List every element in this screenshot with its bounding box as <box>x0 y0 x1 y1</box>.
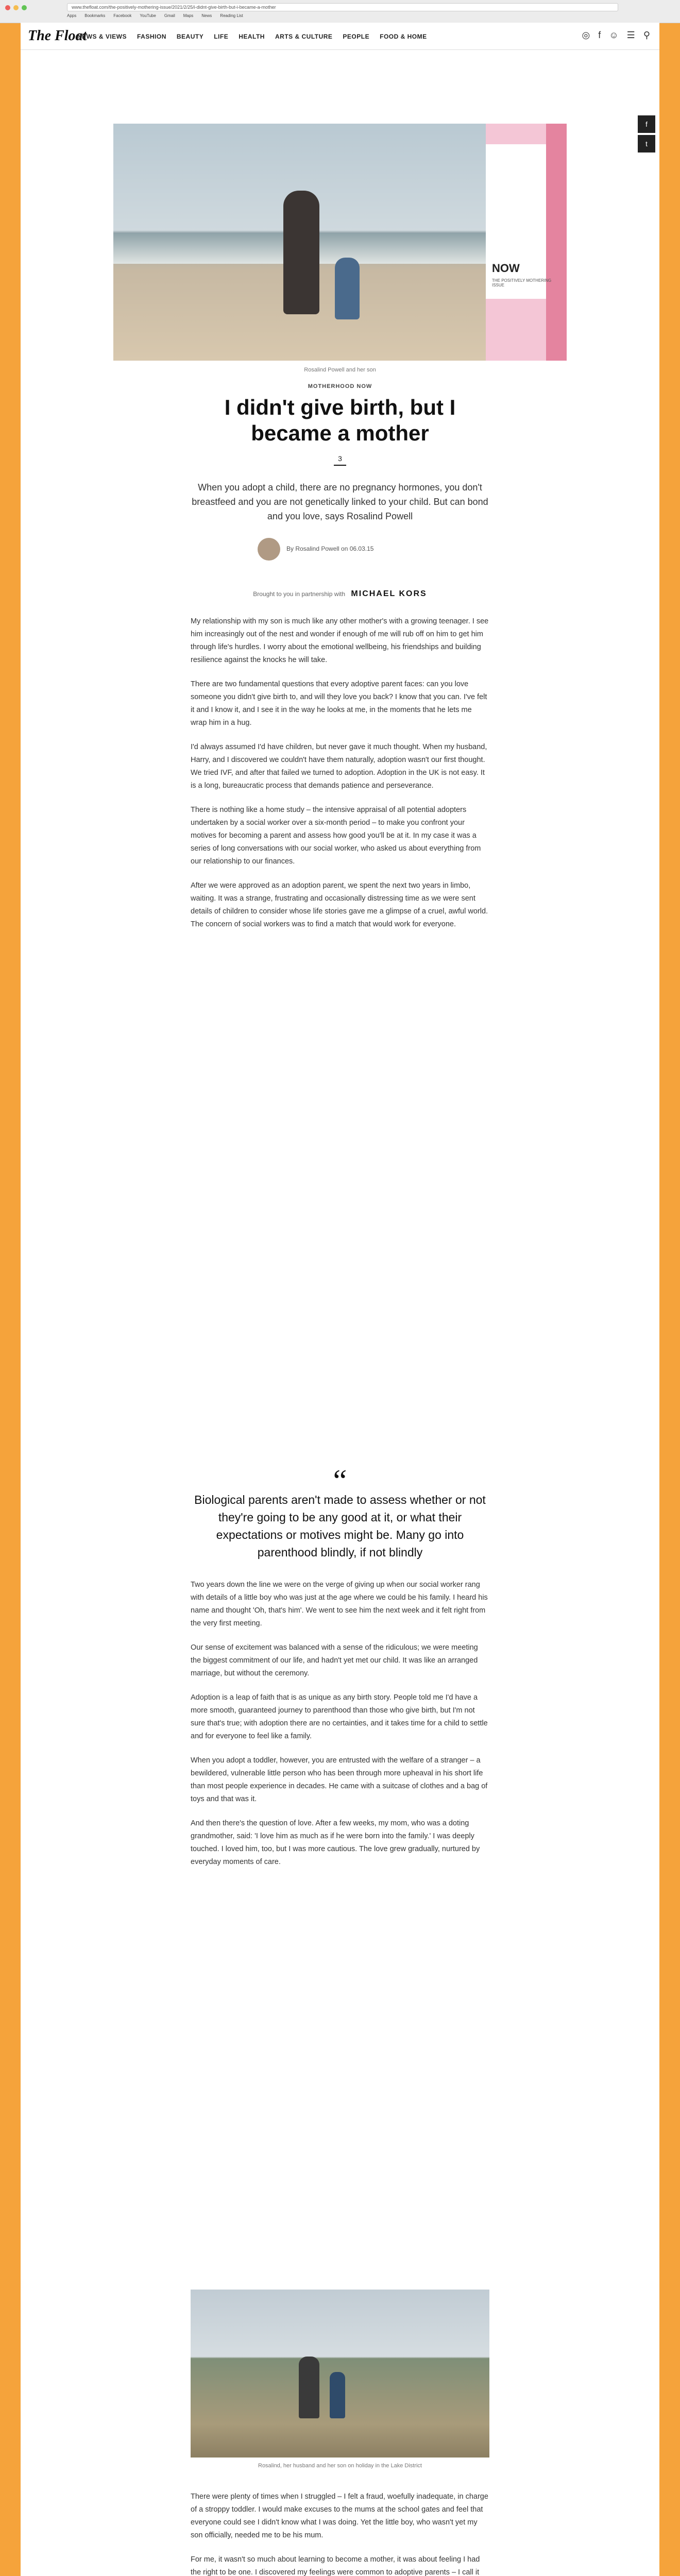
twitter-icon[interactable]: t <box>638 135 655 152</box>
minimize-window-button[interactable] <box>13 5 19 10</box>
divider <box>334 465 346 466</box>
address-bar[interactable]: www.thefloat.com/the-positively-mothering-issue/2021/2/25/i-didnt-give-birth-but-i-became-a-mother <box>67 3 618 11</box>
paragraph: After we were approved as an adoption parent, we spent the next two years in limbo, waiting. It was a strange, frustrating and occasionally distressing time as we were sent details of children to consider whose life stories gave me a glimpse of a cruel, awful world. The concern of social workers was to find a match that would work for everyone. <box>191 882 488 928</box>
issue-number-value: 3 <box>338 454 342 463</box>
partner-brand[interactable]: MICHAEL KORS <box>351 589 427 598</box>
user-icon[interactable]: ☺ <box>609 30 619 40</box>
bookmark-item[interactable]: Gmail <box>164 13 175 18</box>
cover-stripe <box>546 124 567 361</box>
paragraph: Our sense of excitement was balanced with a sense of the ridiculous; we were meeting the biggest commitment of our life, and hadn't yet met our child. It was like an arranged marriage, but without the ceremony. <box>191 1643 478 1677</box>
quote-mark-icon: “ <box>333 1464 347 1498</box>
hero-caption: Rosalind Powell and her son <box>304 367 376 373</box>
paragraph: For me, it wasn't so much about learning to become a mother, it was about feeling I had the right to be one. I discovered my feelings were common to adoptive parents – I call it <box>191 2555 480 2576</box>
pull-quote-text: Biological parents aren't made to assess whether or not they're going to be any good at it, or what their expectations or motives might be. Many go into parenthood blindly, if not blindly <box>194 1493 486 1559</box>
paragraph: My relationship with my son is much like any other mother's with a growing teenager. I see him increasingly out of the nest and wonder if enough of me will rub off on him to get him through life's hurdles. I worry about the emotional wellbeing, his friendships and building resilience against the knocks he will take. <box>191 617 489 664</box>
page <box>21 23 659 2576</box>
paragraph: Adoption is a leap of faith that is as unique as any birth story. People told me I'd have a more smooth, guaranteed journey to parenthood than those who give birth, but I'm not sure that's true; with adoption there are no certainties, and it takes time for a child to settle and for everyone to feel like a family. <box>191 1693 488 1740</box>
main-menu <box>77 33 427 40</box>
bookmark-item[interactable]: Maps <box>183 13 194 18</box>
menu-item-beauty[interactable]: BEAUTY <box>176 33 204 40</box>
close-window-button[interactable] <box>5 5 10 10</box>
maximize-window-button[interactable] <box>22 5 27 10</box>
menu-item-fashion[interactable]: FASHION <box>137 33 166 40</box>
article-photo <box>191 2290 489 2458</box>
facebook-icon[interactable]: f <box>638 115 655 133</box>
facebook-icon[interactable]: f <box>598 30 601 40</box>
paragraph: There are two fundamental questions that every adoptive parent faces: can you love someone you didn't give birth to, and will they love you back? I know that you can. I've felt it and I know it, and I see it in the way he looks at me, in the moments that he lets me wrap him in a hug. <box>191 680 487 727</box>
paragraph: There is nothing like a home study – the intensive appraisal of all potential adopters undertaken by a social worker over a six-month period – to make you confront your motives for becoming a parent and assess how good you'll be at it. In my case it was a series of long conversations with our social worker, who asked us about everything from our relationship to our finances. <box>191 806 481 866</box>
menu-item-life[interactable]: LIFE <box>214 33 229 40</box>
headline-line-1: I didn't give birth, but I <box>224 395 456 419</box>
menu-item-food[interactable]: FOOD & HOME <box>380 33 427 40</box>
bookmark-item[interactable]: News <box>201 13 212 18</box>
issue-number <box>329 454 351 466</box>
bookmark-item[interactable]: YouTube <box>140 13 156 18</box>
menu-item-arts[interactable]: ARTS & CULTURE <box>275 33 333 40</box>
photo-figure <box>299 2357 319 2418</box>
paragraph: When you adopt a toddler, however, you are entrusted with the welfare of a stranger – a bewildered, vulnerable little person who has been through more upheaval in his short life than most people experience in decades. He came with a suitcase of clothes and a bag of toys and that was it. <box>191 1756 488 1803</box>
floating-share-rail <box>638 115 655 155</box>
hero-figure-mother <box>283 191 319 314</box>
bookmark-item[interactable]: Bookmarks <box>84 13 106 18</box>
window-controls <box>5 5 27 10</box>
article-body-b <box>191 1579 489 1880</box>
menu-item-news[interactable]: NEWS & VIEWS <box>77 33 127 40</box>
menu-item-people[interactable]: PEOPLE <box>343 33 370 40</box>
site-logo[interactable]: The Float <box>28 28 87 44</box>
issue-cover-ad[interactable] <box>486 124 567 361</box>
paragraph: I'd always assumed I'd have children, but never gave it much thought. When my husband, Harry, and I discovered we couldn't have them naturally, adoption wasn't our first thought. We tried IVF, and after that failed we turned to adoption. Adoption in the UK is not easy. It is a long, bureaucratic process that demands patience and perseverance. <box>191 743 487 790</box>
byline <box>258 538 422 564</box>
pull-quote-1 <box>191 1464 489 1561</box>
byline-text: By Rosalind Powell on 06.03.15 <box>286 545 374 552</box>
avatar <box>258 538 280 561</box>
cover-title: NOW <box>492 262 520 275</box>
menu-item-health[interactable]: HEALTH <box>239 33 265 40</box>
hero-figure-child <box>335 258 360 319</box>
article-headline <box>21 395 659 446</box>
article-body-a <box>191 615 489 942</box>
cover-subtitle: THE POSITIVELY MOTHERING ISSUE <box>492 278 552 287</box>
instagram-icon[interactable]: ◎ <box>582 30 590 40</box>
headline-line-2: became a mother <box>251 421 429 445</box>
bookmarks-bar <box>67 13 243 18</box>
site-header <box>21 23 659 50</box>
paragraph: There were plenty of times when I struggled – I felt a fraud, woefully inadequate, in charge of a stroppy toddler. I would make excuses to the mums at the school gates and feel that everyone could see I didn't know what I was doing. Yet the little boy, who wasn't yet my son officially, needed me to be his mum. <box>191 2493 488 2539</box>
search-icon[interactable]: ⚲ <box>643 30 650 40</box>
paragraph: Two years down the line we were on the verge of giving up when our social worker rang with details of a little boy who was just at the age where we could be his family. I heard his name and thought 'Oh, that's him'. We went to see him the next week and it felt right from the very first meeting. <box>191 1581 488 1628</box>
paragraph: And then there's the question of love. After a few weeks, my mom, who was a doting grandmother, said: 'I love him as much as if he were born into the family.' I was deeply touched. I loved him, too, but I was more cautious. The love grew gradually, nurtured by everyday moments of care. <box>191 1819 480 1866</box>
article-body-c <box>191 2490 489 2576</box>
bookmark-item[interactable]: Apps <box>67 13 77 18</box>
partner-prefix: Brought to you in partnership with <box>253 590 346 598</box>
section-label[interactable]: MOTHERHOOD NOW <box>308 383 372 389</box>
photo-caption: Rosalind, her husband and her son on holiday in the Lake District <box>258 2463 422 2469</box>
menu-icon[interactable]: ☰ <box>626 30 635 40</box>
article-dek: When you adopt a child, there are no pregnancy hormones, you don't breastfeed and you are not genetically linked to your child. But can bond and you love, says Rosalind Powell <box>192 482 488 521</box>
header-icons <box>582 30 650 41</box>
bookmark-item[interactable]: Reading List <box>220 13 243 18</box>
bookmark-item[interactable]: Facebook <box>113 13 132 18</box>
partner-line <box>21 589 659 599</box>
browser-chrome <box>0 0 680 23</box>
photo-figure <box>330 2372 345 2418</box>
